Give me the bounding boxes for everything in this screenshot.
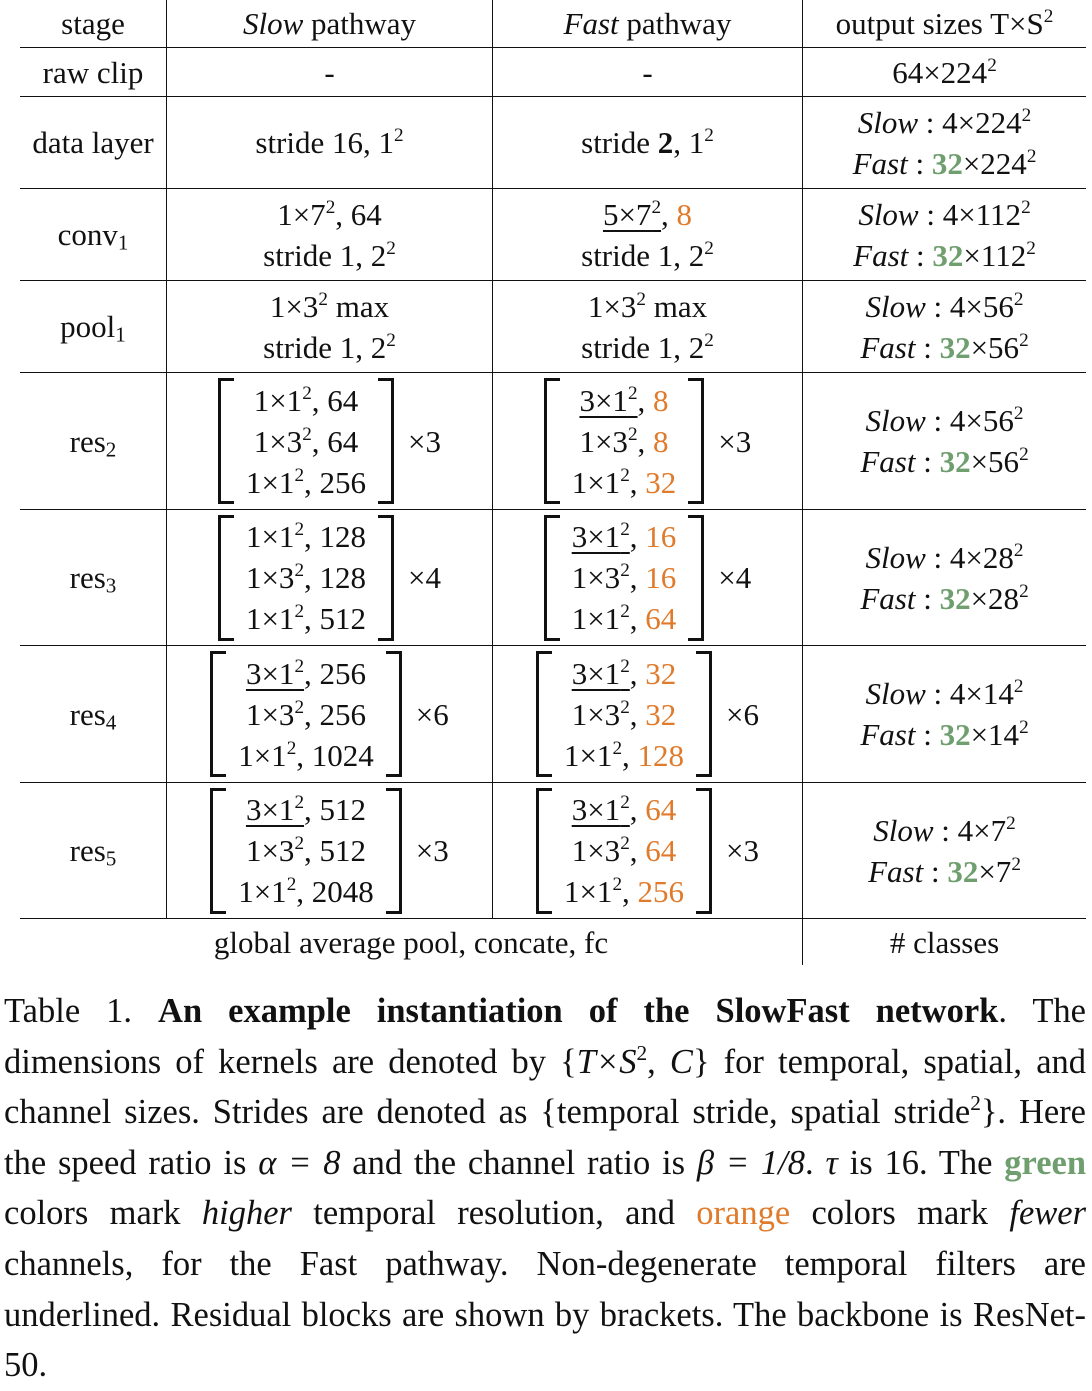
stage-cell: raw clip: [42, 54, 144, 90]
stage-cell: res$_2$: [69, 423, 117, 462]
stage-cell: data layer: [32, 125, 154, 160]
right-bracket: [696, 788, 712, 914]
slow-residual-block: [218, 515, 441, 641]
slow-pathway-cell: -: [324, 54, 335, 90]
fast-residual-block: [536, 788, 759, 914]
slow-pathway-cell: $1\times 7^2$, 64 stride 1, $2^2$: [263, 196, 396, 273]
header-slow: Slow pathway: [242, 6, 417, 41]
fast-pathway-cell: [493, 373, 802, 509]
slow-residual-block: [218, 378, 441, 504]
left-bracket: [218, 378, 234, 504]
repeat-count: ×3: [415, 833, 449, 868]
kernel-line: $1\times 1^2$, 2048: [238, 874, 374, 909]
slow-pathway-cell: [167, 373, 492, 509]
repeat-count: ×3: [726, 833, 760, 868]
right-bracket: [688, 378, 704, 504]
right-bracket: [378, 515, 394, 641]
right-bracket: [696, 651, 712, 777]
footer-global-pool: global average pool, concate, fc: [213, 924, 609, 960]
footer-classes: # classes: [889, 924, 1000, 960]
fast-pathway-cell: stride 2, $1^2$: [581, 125, 714, 160]
kernel-line: $1\times 3^2$, 64: [253, 423, 359, 459]
caption-title: An example instantiation of the SlowFast network: [158, 992, 999, 1030]
kernel-line: $3\times 1^2$, 256: [245, 655, 367, 691]
kernel-line: $3\times 1^2$, 32: [571, 655, 677, 691]
kernel-line: $3\times 1^2$, 16: [571, 519, 677, 554]
right-bracket: [378, 378, 394, 504]
kernel-line: $1\times 1^2$, 256: [245, 464, 367, 500]
stage-cell: res$_3$: [69, 560, 117, 598]
right-bracket: [386, 788, 402, 914]
output-size-cell: Slow : $4\times 14^2$ Fast : $32\times 14^2$: [860, 676, 1029, 752]
fast-pathway-cell: $5\times 7^2$, 8 stride 1, $2^2$: [581, 196, 714, 273]
slow-pathway-cell: stride 16, $1^2$: [255, 125, 404, 160]
left-bracket: [210, 788, 226, 914]
output-size-cell: Slow : $4\times 56^2$ Fast : $32\times 56^2$: [860, 288, 1029, 365]
kernel-line: $1\times 3^2$, 16: [571, 560, 677, 595]
kernel-line: $1\times 1^2$, 64: [253, 382, 359, 418]
repeat-count: ×6: [726, 696, 760, 732]
header-output: output sizes $T\times S^2$: [835, 6, 1054, 41]
left-bracket: [536, 788, 552, 914]
slow-pathway-cell: $1\times 3^2$ max stride 1, $2^2$: [263, 288, 396, 365]
repeat-count: ×4: [718, 560, 752, 595]
kernel-line: $1\times 1^2$, 1024: [238, 737, 374, 773]
right-bracket: [386, 651, 402, 777]
kernel-line: $1\times 3^2$, 128: [245, 560, 367, 595]
left-bracket: [544, 378, 560, 504]
repeat-count: ×6: [415, 696, 449, 732]
orange-word: orange: [696, 1194, 791, 1233]
output-size-cell: $64\times 224^2$: [892, 54, 997, 90]
output-size-cell: Slow : $4\times 224^2$ Fast : $32\times 224^2$: [852, 104, 1037, 181]
fast-residual-block: [544, 378, 752, 504]
slow-pathway-cell: [167, 646, 492, 782]
caption-label: Table 1.: [4, 992, 159, 1030]
stage-cell: pool$_1$: [60, 309, 126, 347]
fast-residual-block: [544, 515, 752, 641]
kernel-line: $3\times 1^2$, 8: [579, 382, 669, 418]
kernel-line: $1\times 3^2$, 256: [245, 696, 367, 732]
kernel-line: $1\times 3^2$, 8: [579, 423, 669, 459]
left-bracket: [544, 515, 560, 641]
left-bracket: [218, 515, 234, 641]
slow-pathway-cell: [167, 783, 492, 918]
kernel-line: $1\times 1^2$, 32: [571, 464, 677, 500]
repeat-count: ×3: [718, 423, 752, 459]
fast-pathway-cell: -: [642, 54, 653, 90]
fast-pathway-cell: [493, 783, 802, 918]
kernel-line: $1\times 1^2$, 512: [245, 601, 367, 636]
fast-residual-block: [536, 651, 759, 777]
right-bracket: [688, 515, 704, 641]
kernel-line: $1\times 3^2$, 512: [245, 833, 367, 868]
green-word: green: [1004, 1143, 1087, 1182]
kernel-line: $1\times 3^2$, 64: [571, 833, 677, 868]
slow-pathway-cell: [167, 510, 492, 645]
kernel-line: $1\times 1^2$, 64: [571, 601, 677, 636]
stage-cell: res$_5$: [69, 833, 117, 871]
kernel-line: $1\times 3^2$, 32: [571, 696, 677, 732]
kernel-line: $3\times 1^2$, 512: [245, 792, 367, 827]
architecture-table: [20, 0, 1086, 965]
output-size-cell: Slow : $4\times 112^2$ Fast : $32\times 112^2$: [853, 196, 1036, 273]
left-bracket: [536, 651, 552, 777]
kernel-line: $1\times 1^2$, 128: [563, 737, 685, 773]
stage-cell: res$_4$: [69, 696, 117, 735]
output-size-cell: Slow : $4\times 56^2$ Fast : $32\times 56^2$: [860, 403, 1029, 479]
fast-pathway-cell: [493, 510, 802, 645]
slow-residual-block: [210, 651, 449, 777]
header-stage: stage: [61, 6, 125, 41]
slow-residual-block: [210, 788, 449, 914]
kernel-line: $1\times 1^2$, 256: [563, 874, 685, 909]
fast-pathway-cell: [493, 646, 802, 782]
stage-cell: conv$_1$: [57, 217, 129, 255]
kernel-line: $1\times 1^2$, 128: [245, 519, 367, 554]
left-bracket: [210, 651, 226, 777]
table-caption: Table 1. An example instantiation of the SlowFast network. The dimensions of kernels are denoted by {$T\times S^2$, C} for temporal, spatial, and channel sizes. Strides are denoted as {temporal stride, spatial stride$^2$}. Here the speed ratio is α = 8 and the channel ratio is β = 1/8. τ is 16. The green colors mark higher temporal resolution, and orange colors mark fewer channels, for the Fast pathway. Non-degenerate temporal filters are underlined. Residual blocks are shown by brackets. The backbone is ResNet-50.: [4, 992, 1087, 1385]
header-fast: Fast pathway: [563, 6, 732, 41]
fast-pathway-cell: $1\times 3^2$ max stride 1, $2^2$: [581, 288, 714, 365]
repeat-count: ×4: [408, 560, 442, 595]
output-size-cell: Slow : $4\times 7^2$ Fast : $32\times 7^2$: [868, 812, 1021, 889]
output-size-cell: Slow : $4\times 28^2$ Fast : $32\times 28^2$: [860, 539, 1029, 616]
repeat-count: ×3: [408, 423, 442, 459]
kernel-line: $3\times 1^2$, 64: [571, 792, 677, 827]
